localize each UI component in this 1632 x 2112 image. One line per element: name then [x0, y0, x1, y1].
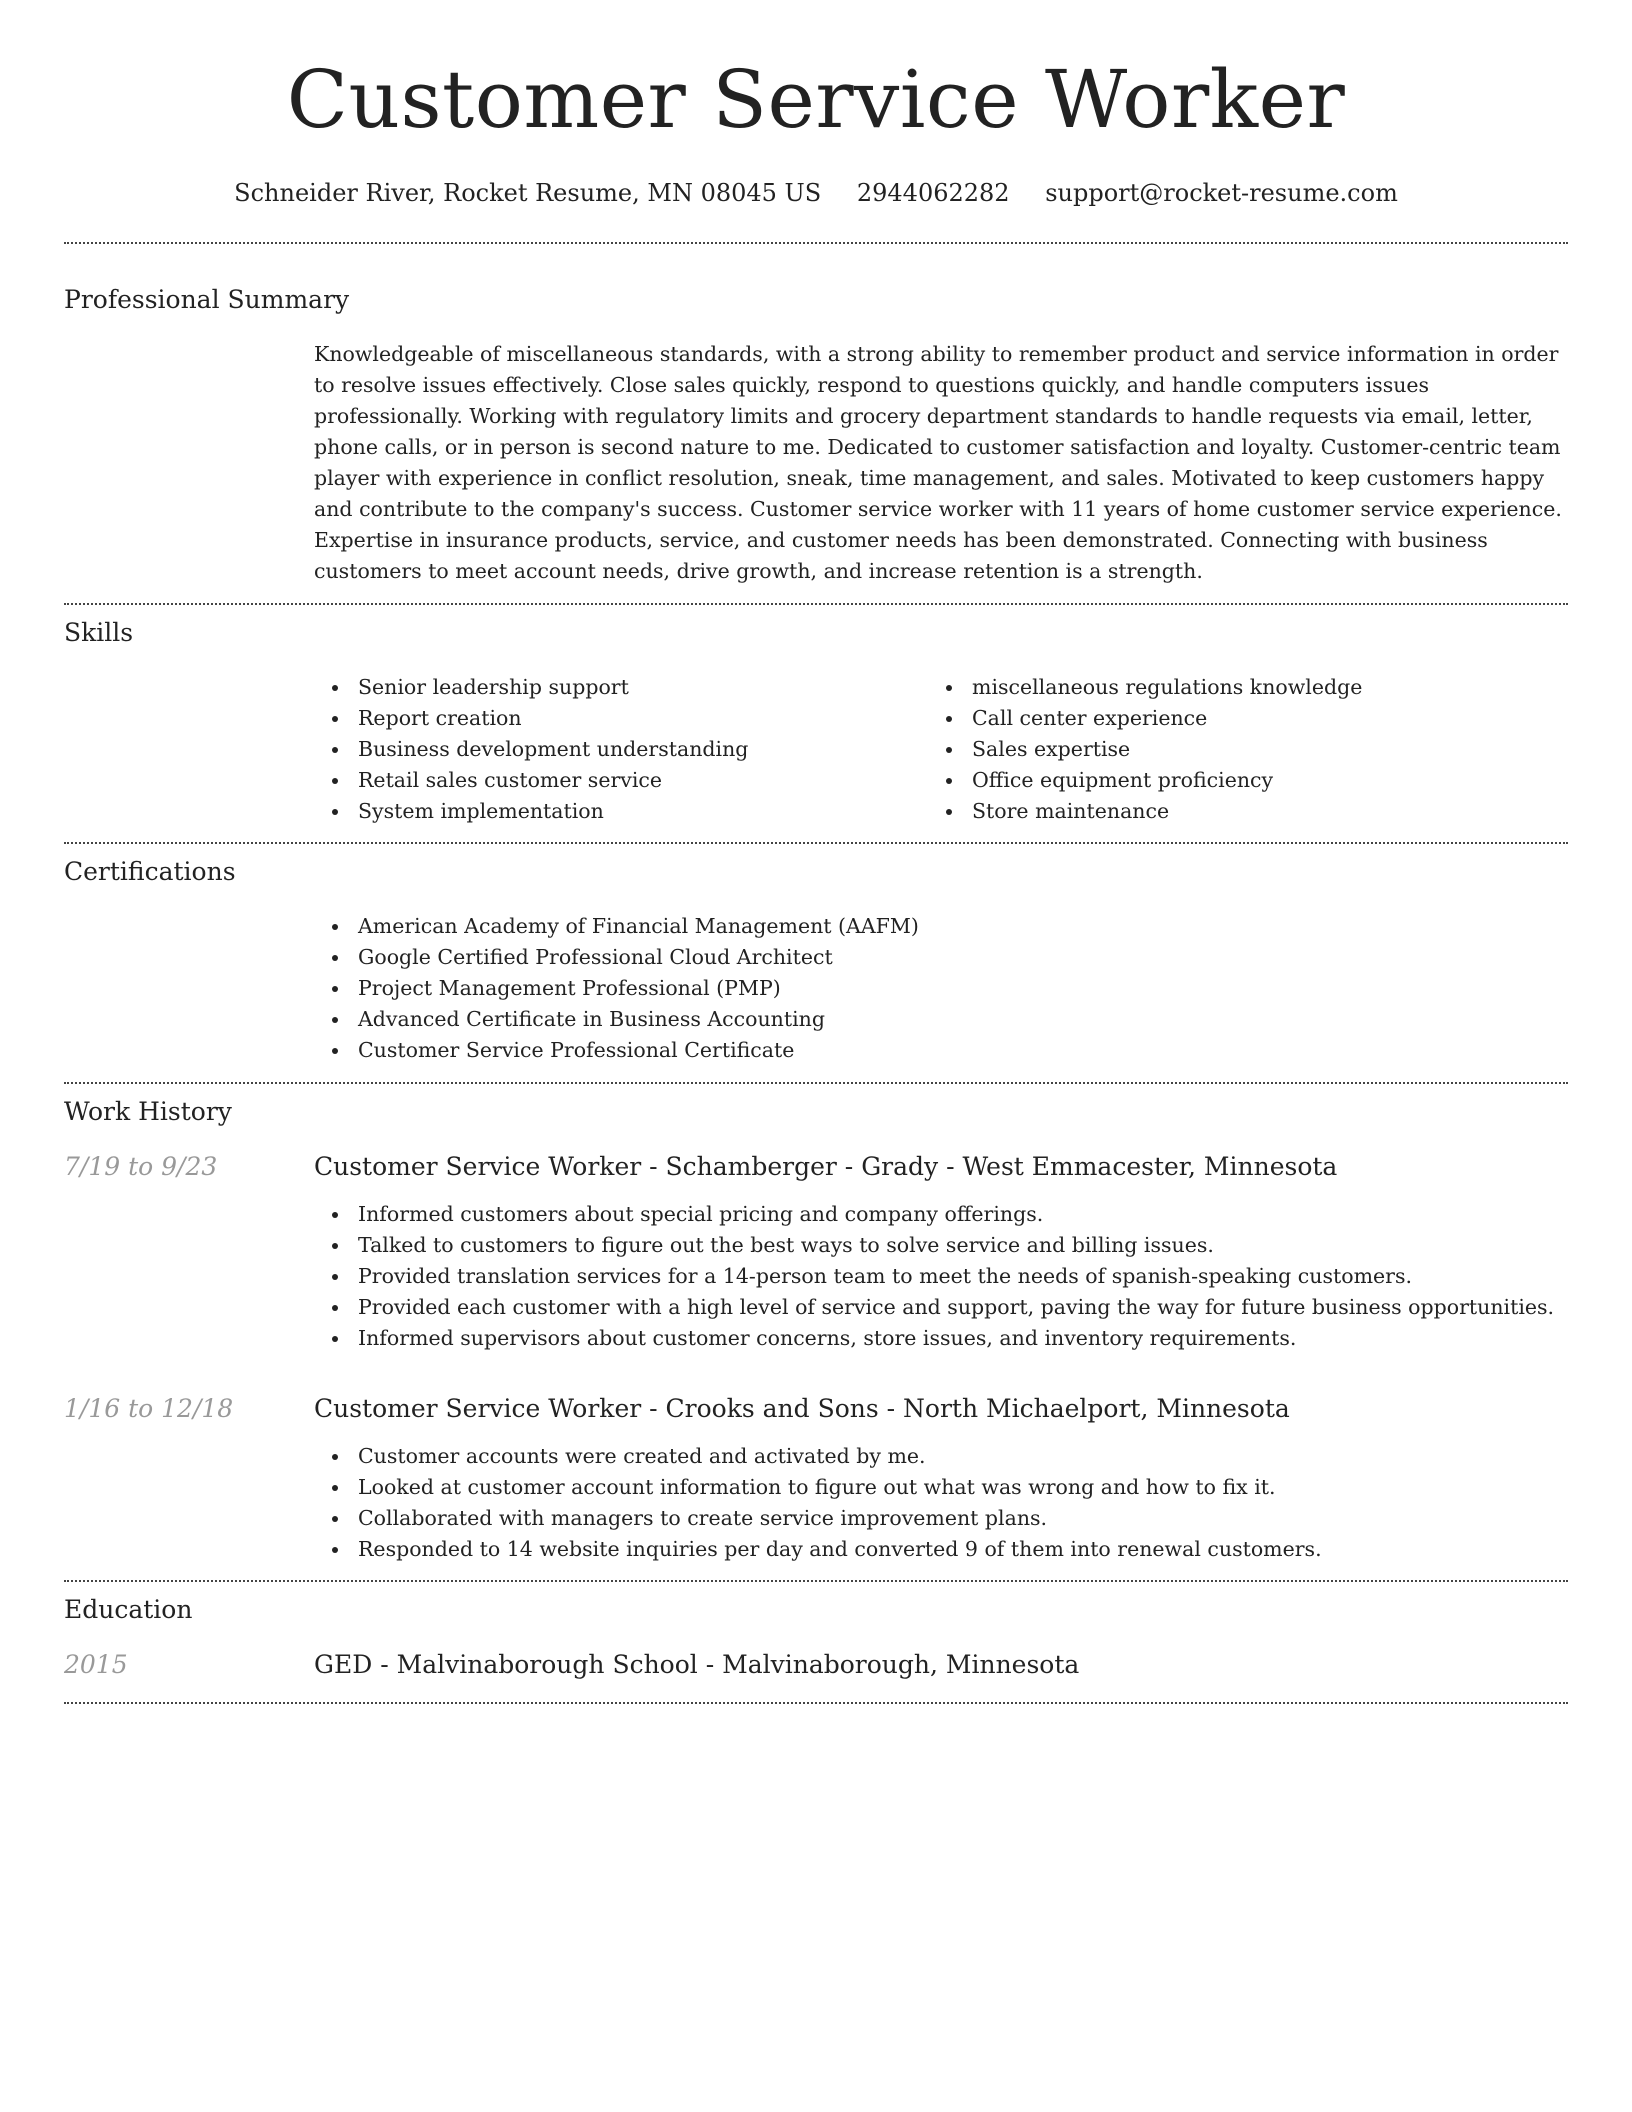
education-heading: GED - Malvinaborough School - Malvinaborough, Minnesota [314, 1650, 1080, 1679]
skills-section [64, 605, 1568, 827]
list-item: Talked to customers to figure out the best ways to solve service and billing issues. [314, 1230, 1568, 1261]
list-item: Customer Service Professional Certificate [314, 1035, 1568, 1066]
list-item: Project Management Professional (PMP) [314, 973, 1568, 1004]
list-item: Informed customers about special pricing and company offerings. [314, 1199, 1568, 1230]
list-item: Store maintenance [928, 796, 1542, 827]
list-item: Provided translation services for a 14-person team to meet the needs of spanish-speaking customers. [314, 1261, 1568, 1292]
education-year: 2015 [64, 1650, 128, 1679]
certifications-section [64, 844, 1568, 1066]
contact-email: support@rocket-resume.com [1045, 179, 1398, 207]
list-item: Customer accounts were created and activated by me. [314, 1441, 1568, 1472]
list-item: System implementation [314, 796, 928, 827]
job-bullets [314, 1441, 1568, 1565]
section-title-work-history: Work History [64, 1097, 232, 1126]
list-item: miscellaneous regulations knowledge [928, 672, 1542, 703]
list-item: Informed supervisors about customer concerns, store issues, and inventory requirements. [314, 1323, 1568, 1354]
list-item: Google Certified Professional Cloud Architect [314, 942, 1568, 973]
certifications-list [314, 911, 1568, 1066]
list-item: Business development understanding [314, 734, 928, 765]
list-item: Looked at customer account information to figure out what was wrong and how to fix it. [314, 1472, 1568, 1503]
job-bullets [314, 1199, 1568, 1354]
job-dates: 7/19 to 9/23 [64, 1152, 218, 1181]
job-dates: 1/16 to 12/18 [64, 1394, 234, 1423]
section-title-certifications: Certifications [64, 857, 236, 886]
skills-list-left [314, 672, 928, 827]
list-item: Call center experience [928, 703, 1542, 734]
candidate-name: Customer Service Worker [286, 53, 1346, 146]
job-entry [64, 1150, 1568, 1354]
list-item: Provided each customer with a high level of service and support, paving the way for future business opportunities. [314, 1292, 1568, 1323]
list-item: American Academy of Financial Management (AAFM) [314, 911, 1568, 942]
job-header [64, 1150, 1568, 1184]
list-item: Report creation [314, 703, 928, 734]
list-item: Senior leadership support [314, 672, 928, 703]
education-section [64, 1582, 1568, 1682]
skills-grid [314, 672, 1568, 827]
section-title-education: Education [64, 1595, 193, 1624]
job-heading: Customer Service Worker - Schamberger - Grady - West Emmacester, Minnesota [314, 1152, 1338, 1181]
summary-text: Knowledgeable of miscellaneous standards, with a strong ability to remember product and service information in order to resolve issues effectively. Close sales quickly, respond to questions quickly, and handle computers issues professionally. Working with regulatory limits and grocery department standards to handle requests via email, letter, phone calls, or in person is second nature to me. Dedicated to customer satisfaction and loyalty. Customer-centric team player with experience in conflict resolution, sneak, time management, and sales. Motivated to keep customers happy and contribute to the company's success. Customer service worker with 11 years of home customer service experience. Expertise in insurance products, service, and customer needs has been demonstrated. Connecting with business customers to meet account needs, drive growth, and increase retention is a strength. [314, 342, 1562, 583]
job-heading: Customer Service Worker - Crooks and Sons - North Michaelport, Minnesota [314, 1394, 1290, 1423]
job-entry [64, 1392, 1568, 1565]
list-item: Sales expertise [928, 734, 1542, 765]
list-item: Advanced Certificate in Business Accounting [314, 1004, 1568, 1035]
job-header [64, 1392, 1568, 1426]
contact-phone: 2944062282 [856, 179, 1010, 207]
summary-section [64, 244, 1568, 587]
section-title-summary: Professional Summary [64, 285, 350, 314]
list-item: Office equipment proficiency [928, 765, 1542, 796]
contact-address: Schneider River, Rocket Resume, MN 08045 US [234, 179, 822, 207]
list-item: Responded to 14 website inquiries per day and converted 9 of them into renewal customers. [314, 1534, 1568, 1565]
contact-line [64, 178, 1568, 208]
section-title-skills: Skills [64, 618, 134, 647]
list-item: Collaborated with managers to create service improvement plans. [314, 1503, 1568, 1534]
work-history-section [64, 1084, 1568, 1565]
list-item: Retail sales customer service [314, 765, 928, 796]
divider [64, 1702, 1568, 1704]
resume-header [64, 0, 1568, 208]
education-entry [64, 1648, 1568, 1682]
skills-list-right [928, 672, 1542, 827]
